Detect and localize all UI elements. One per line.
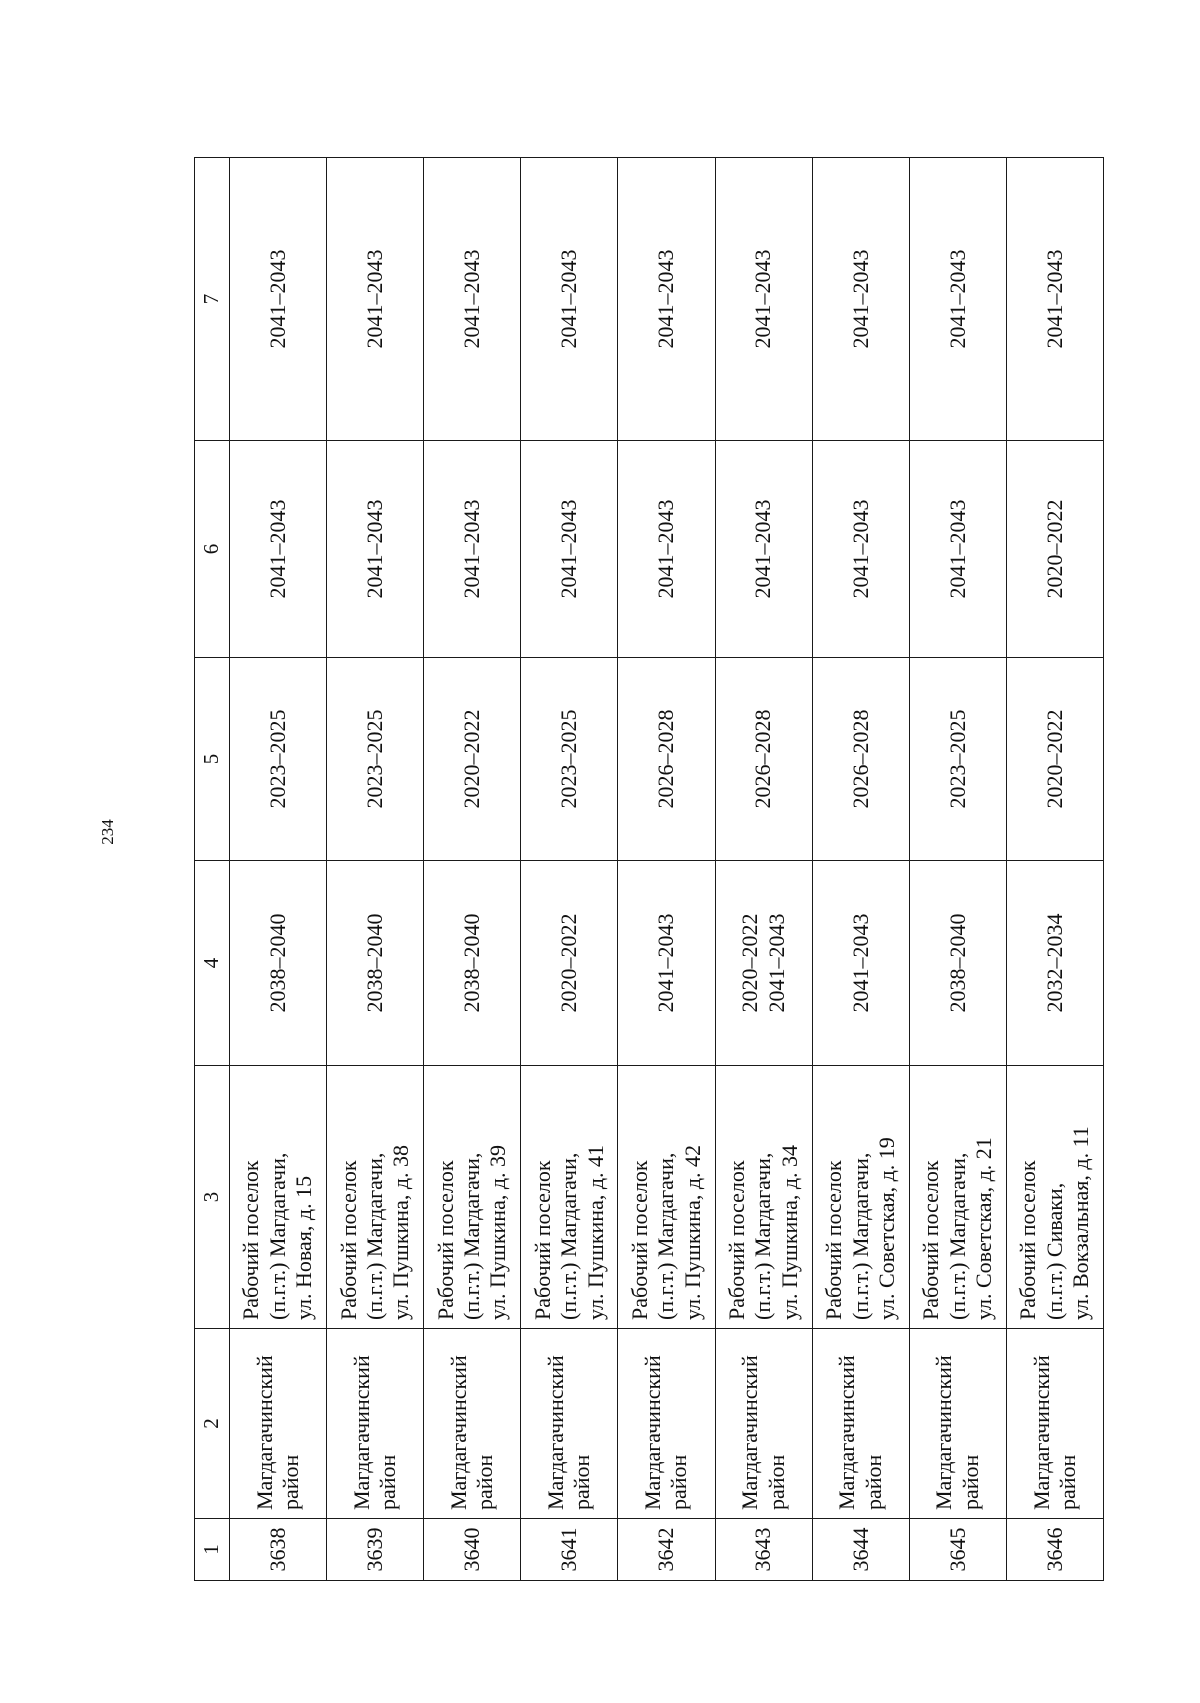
col4-cell: [1006, 861, 1103, 1066]
col6-cell: 2041–2043: [909, 441, 1006, 658]
address-line: (п.г.т.) Магдагачи,: [944, 1152, 970, 1320]
col6-cell: 2041–2043: [424, 441, 521, 658]
address-cell: [424, 1066, 521, 1329]
col6-cell: 2041–2043: [230, 441, 327, 658]
row-number: 3639: [327, 1519, 424, 1581]
district-cell: Магдагачинский район: [424, 1329, 521, 1519]
col4-cell: [230, 861, 327, 1066]
col4-cell: [618, 861, 715, 1066]
address-cell: [812, 1066, 909, 1329]
address-line: ул. Вокзальная, д. 11: [1068, 1126, 1094, 1320]
district-cell: Магдагачинский район: [327, 1329, 424, 1519]
address-line: Рабочий поселок: [821, 1160, 847, 1320]
address-line: Рабочий поселок: [626, 1160, 652, 1320]
district-cell: Магдагачинский район: [909, 1329, 1006, 1519]
address-cell: [521, 1066, 618, 1329]
table-header-row: [195, 158, 230, 1581]
district-cell: Магдагачинский район: [715, 1329, 812, 1519]
col7-cell: 2041–2043: [715, 158, 812, 441]
table-row: [230, 158, 327, 1581]
col7-cell: 2041–2043: [1006, 158, 1103, 441]
address-line: (п.г.т.) Магдагачи,: [556, 1152, 582, 1320]
col6-cell: 2041–2043: [618, 441, 715, 658]
col4-value: 2038–2040: [361, 913, 387, 1013]
address-line: ул. Пушкина, д. 39: [485, 1144, 511, 1320]
address-line: (п.г.т.) Магдагачи,: [750, 1152, 776, 1320]
table-row: [327, 158, 424, 1581]
address-cell: [327, 1066, 424, 1329]
address-line: ул. Пушкина, д. 41: [582, 1144, 608, 1320]
column-header: 7: [195, 158, 230, 441]
col6-cell: 2020–2022: [1006, 441, 1103, 658]
address-line: Рабочий поселок: [1015, 1160, 1041, 1320]
address-line: ул. Новая, д. 15: [291, 1175, 317, 1320]
col7-cell: 2041–2043: [424, 158, 521, 441]
col4-value: 2038–2040: [264, 913, 290, 1013]
col4-cell: [812, 861, 909, 1066]
col4-value: 2038–2040: [459, 913, 485, 1013]
col7-cell: 2041–2043: [618, 158, 715, 441]
table-row: [715, 158, 812, 1581]
address-line: ул. Советская, д. 19: [873, 1137, 899, 1320]
address-line: Рабочий поселок: [335, 1160, 361, 1320]
address-line: ул. Пушкина, д. 34: [776, 1144, 802, 1320]
address-line: Рабочий поселок: [529, 1160, 555, 1320]
address-cell: [618, 1066, 715, 1329]
column-header: 4: [195, 861, 230, 1066]
col7-cell: 2041–2043: [909, 158, 1006, 441]
address-line: Рабочий поселок: [724, 1160, 750, 1320]
row-number: 3644: [812, 1519, 909, 1581]
address-line: ул. Пушкина, д. 42: [679, 1144, 705, 1320]
table-body: [230, 158, 1104, 1581]
table-row: [812, 158, 909, 1581]
col4-value: 2020–2022: [556, 913, 582, 1013]
column-header: 5: [195, 658, 230, 861]
column-header: 1: [195, 1519, 230, 1581]
column-header: 6: [195, 441, 230, 658]
district-cell: Магдагачинский район: [1006, 1329, 1103, 1519]
col5-cell: 2023–2025: [327, 658, 424, 861]
address-line: (п.г.т.) Магдагачи,: [653, 1152, 679, 1320]
col5-cell: 2026–2028: [715, 658, 812, 861]
col5-cell: 2020–2022: [424, 658, 521, 861]
row-number: 3642: [618, 1519, 715, 1581]
col5-cell: 2023–2025: [909, 658, 1006, 861]
column-header: 3: [195, 1066, 230, 1329]
col7-cell: 2041–2043: [521, 158, 618, 441]
col7-cell: 2041–2043: [327, 158, 424, 441]
table-row: [521, 158, 618, 1581]
address-line: Рабочий поселок: [432, 1160, 458, 1320]
district-cell: Магдагачинский район: [521, 1329, 618, 1519]
address-line: ул. Пушкина, д. 38: [388, 1144, 414, 1320]
address-cell: [230, 1066, 327, 1329]
col4-cell: [327, 861, 424, 1066]
col5-cell: 2020–2022: [1006, 658, 1103, 861]
row-number: 3638: [230, 1519, 327, 1581]
district-cell: Магдагачинский район: [618, 1329, 715, 1519]
rotated-table-container: [194, 158, 1104, 1581]
col4-value: 2041–2043: [847, 913, 873, 1013]
col4-cell: [715, 861, 812, 1066]
address-line: (п.г.т.) Магдагачи,: [459, 1152, 485, 1320]
col7-cell: 2041–2043: [230, 158, 327, 441]
address-cell: [909, 1066, 1006, 1329]
col5-cell: 2023–2025: [521, 658, 618, 861]
row-number: 3641: [521, 1519, 618, 1581]
col4-value: 2041–2043: [653, 913, 679, 1013]
data-table: [194, 157, 1104, 1581]
row-number: 3646: [1006, 1519, 1103, 1581]
district-cell: Магдагачинский район: [812, 1329, 909, 1519]
district-cell: Магдагачинский район: [230, 1329, 327, 1519]
col7-cell: 2041–2043: [812, 158, 909, 441]
address-line: Рабочий поселок: [238, 1160, 264, 1320]
col5-cell: 2026–2028: [812, 658, 909, 861]
col4-cell: [424, 861, 521, 1066]
col6-cell: 2041–2043: [715, 441, 812, 658]
address-cell: [1006, 1066, 1103, 1329]
address-line: (п.г.т.) Магдагачи,: [847, 1152, 873, 1320]
col6-cell: 2041–2043: [521, 441, 618, 658]
row-number: 3645: [909, 1519, 1006, 1581]
address-line: ул. Советская, д. 21: [971, 1137, 997, 1320]
page-number: 234: [98, 819, 117, 845]
address-cell: [715, 1066, 812, 1329]
address-line: (п.г.т.) Магдагачи,: [361, 1152, 387, 1320]
col4-cell: [521, 861, 618, 1066]
row-number: 3640: [424, 1519, 521, 1581]
address-line: (п.г.т.) Сиваки,: [1041, 1182, 1067, 1320]
col6-cell: 2041–2043: [812, 441, 909, 658]
col4-value: 2032–2034: [1041, 913, 1067, 1013]
col4-value: 2038–2040: [944, 913, 970, 1013]
col6-cell: 2041–2043: [327, 441, 424, 658]
table-row: [424, 158, 521, 1581]
col4-value: 2020–2022: [737, 913, 763, 1013]
address-line: (п.г.т.) Магдагачи,: [264, 1152, 290, 1320]
col5-cell: 2023–2025: [230, 658, 327, 861]
table-row: [618, 158, 715, 1581]
col5-cell: 2026–2028: [618, 658, 715, 861]
table-row: [909, 158, 1006, 1581]
row-number: 3643: [715, 1519, 812, 1581]
table-row: [1006, 158, 1103, 1581]
address-line: Рабочий поселок: [918, 1160, 944, 1320]
column-header: 2: [195, 1329, 230, 1519]
col4-cell: [909, 861, 1006, 1066]
col4-value: 2041–2043: [763, 913, 789, 1013]
